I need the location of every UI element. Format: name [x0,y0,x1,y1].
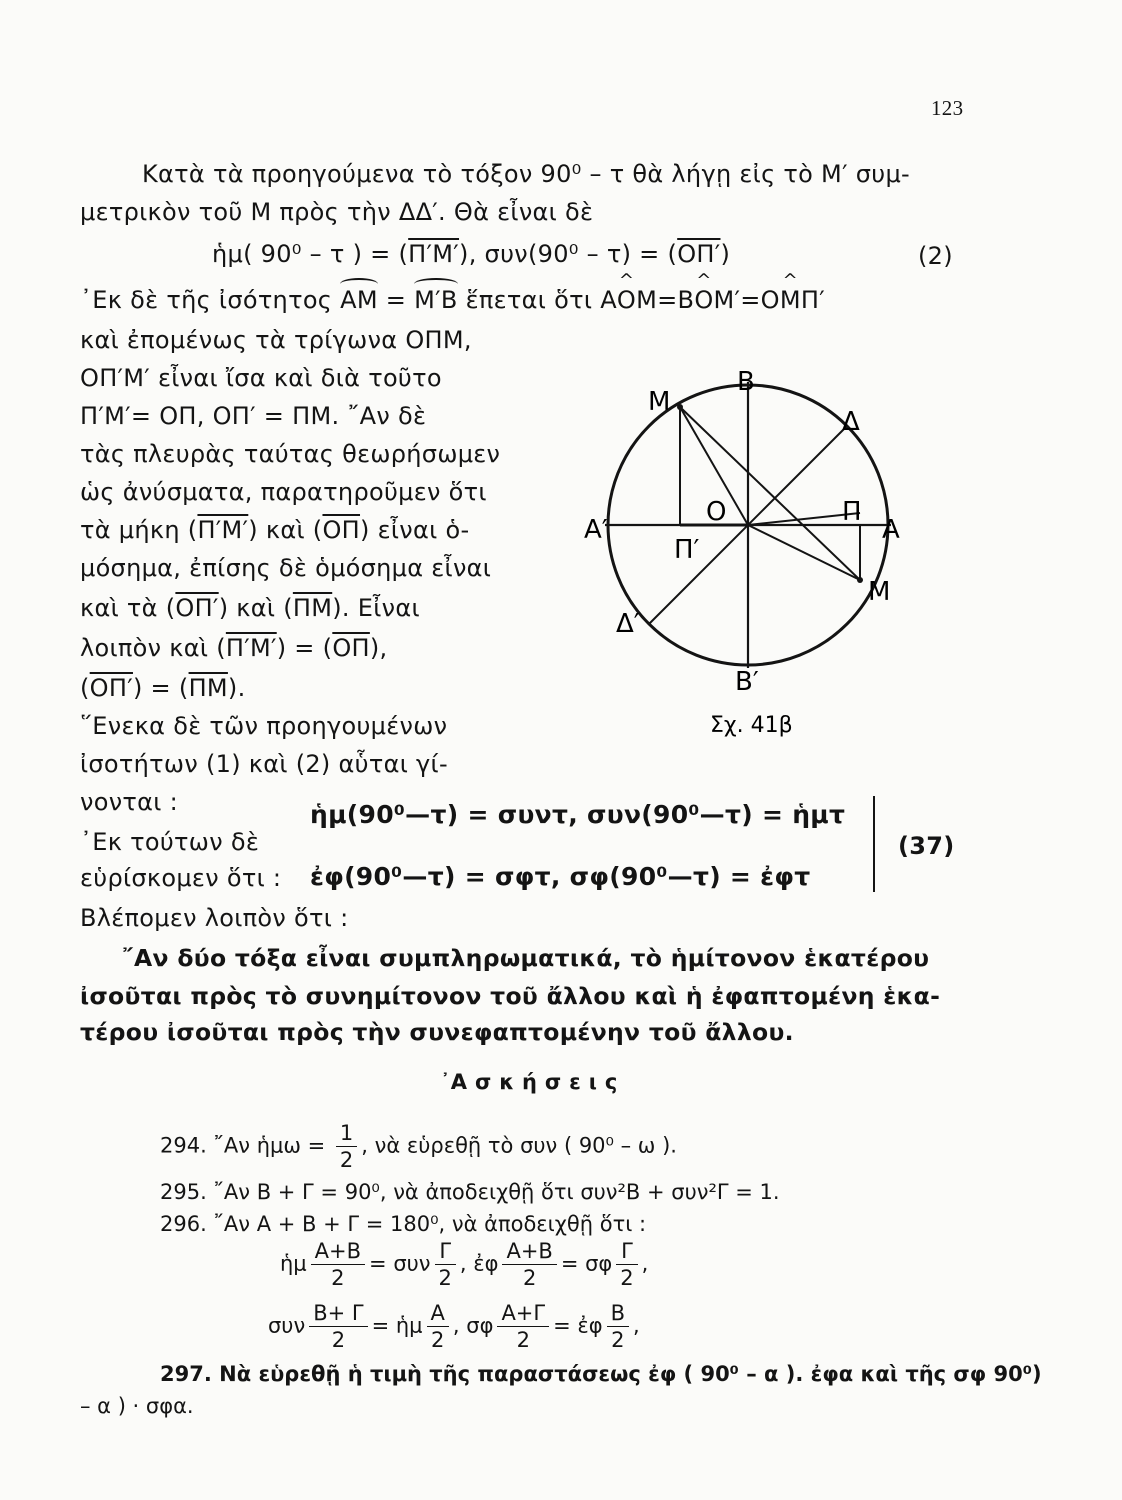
formula-row-1 [280,1238,648,1291]
body-line-11 [80,674,246,702]
text-run: , [633,1313,640,1338]
text-run: ) εἶναι ὁ- [360,516,470,544]
denominator: 2 [620,1266,634,1290]
angle-vertex: ^ Ο [694,286,713,314]
fraction [309,1300,367,1353]
text-run: ᾿Εκ δὲ τῆς ἰσότητος [80,286,341,314]
text-run: , νὰ εὑρεθῇ τὸ συν ( 90⁰ – ω ). [361,1133,677,1158]
text-run: = ἐφ [553,1313,603,1338]
exercise-297-line-1 [160,1362,1042,1386]
label-a-prime: Α′ [584,515,608,545]
eq2-vector-2: ΟΠ′ [677,240,721,268]
exercise-295: 295. ῎Αν Β + Γ = 90⁰, νὰ ἀποδειχθῇ ὅτι συν²Β + συν²Γ = 1. [160,1180,780,1204]
denominator: 2 [438,1266,452,1290]
body-line-7 [80,516,469,544]
text-run: = ἡμ [371,1313,423,1338]
text-run: ) = ( [276,634,333,662]
equation-2 [212,240,730,268]
eq37-number: (37) [898,832,955,860]
formula-row-2 [268,1300,640,1353]
label-b: Β [737,367,755,397]
arc-mb: Μ′Β [414,286,458,314]
page-number: 123 [931,96,964,120]
label-m-top: Μ [648,387,671,417]
label-d-prime: Δ′ [616,609,640,639]
numerator: Β [607,1300,629,1327]
body-line-14: νονται : [80,788,179,816]
numerator: Α+Β [502,1238,556,1265]
text-run: ) = ( [132,674,189,702]
text-run: ) καὶ ( [218,594,293,622]
fraction [435,1238,456,1291]
theorem-line-3: τέρου ἰσοῦται πρὸς τὴν συνεφαπτομένην τοῦ ἄλλου. [80,1018,794,1046]
text-run: , [641,1251,649,1276]
text-run: 297. Νὰ εὑρεθῇ ἡ τιμὴ τῆς παραστάσεως ἐφ ( 90⁰ – α ). ἐφα καὶ τῆς σφ 90⁰) [160,1362,1042,1386]
exercise-297-line-2: – α ) · σφα. [80,1394,194,1418]
figure-caption: Σχ. 41β [710,713,793,738]
body-line-6: ὡς ἀνύσματα, παρατηροῦμεν ὅτι [80,478,487,506]
text-run: Μ=Β [636,286,695,314]
eq37-left-1: ᾿Εκ τούτων δὲ [80,828,260,856]
text-run: Μ′=Ο [713,286,780,314]
label-p: Π [842,497,862,527]
body-line-5: τὰς πλευρὰς ταύτας θεωρήσωμεν [80,440,501,468]
angle-vertex: ^ Ο [617,286,636,314]
body-line-10 [80,634,387,662]
equation-2-number: (2) [918,242,953,270]
intro-line-1: Κατὰ τὰ προηγούμενα τὸ τόξον 90⁰ – τ θὰ λήγῃ εἰς τὸ Μ′ συμ- [142,160,910,188]
text-run: τὰ μήκη ( [80,516,198,544]
vector-pm: Π′Μ′ [197,516,249,544]
body-line-9 [80,594,420,622]
point-m [857,577,863,583]
text-run: ). [227,674,246,702]
label-b-prime: Β′ [735,667,759,697]
eq2-part-c: ), συν(90⁰ – τ) = ( [459,240,678,268]
text-run: λοιπὸν καὶ ( [80,634,226,662]
text-run: ἕπεται ὅτι Α [457,286,617,314]
numerator: Γ [435,1238,456,1265]
numerator: Β+ Γ [309,1300,367,1327]
denominator: 2 [339,1148,354,1172]
eq2-vector-1: Π′Μ′ [408,240,460,268]
eq37-row-2: ἐφ(90⁰—τ) = σφτ, σφ(90⁰—τ) = ἐφτ [310,862,811,891]
text-run: = συν [369,1251,431,1276]
body-line-13: ἰσοτήτων (1) καὶ (2) αὗται γί- [80,750,448,778]
fraction [502,1238,556,1291]
eq37-row-1: ἡμ(90⁰—τ) = συντ, συν(90⁰—τ) = ἡμτ [310,800,846,829]
fraction [616,1238,637,1291]
vector-pm4: $\overline{\Pi M}$ [188,674,228,702]
exercise-294 [160,1120,677,1173]
body-line-1 [80,286,825,314]
label-p-prime: Π′ [674,535,700,565]
text-run: καὶ τὰ ( [80,594,176,622]
body-line-4: Π′Μ′= ΟΠ, ΟΠ′ = ΠΜ. ῎Αν δὲ [80,402,427,430]
fraction [497,1300,549,1353]
fraction [607,1300,629,1353]
numerator: Α [427,1300,449,1327]
numerator: Γ [616,1238,637,1265]
theorem-line-2: ἰσοῦται πρὸς τὸ συνημίτονον τοῦ ἄλλου καὶ ἡ ἐφαπτομένη ἑκα- [80,982,941,1010]
vector-op2: ΟΠ′ [175,594,219,622]
body-line-3: ΟΠ′Μ′ εἶναι ἴσα καὶ διὰ τοῦτο [80,364,442,392]
vector-pm2: $\overline{\Pi M}$ [292,594,333,622]
text-run: ἡμ [280,1251,307,1276]
see-line: Βλέπομεν λοιπὸν ὅτι : [80,904,349,932]
vector-pm3: Π′Μ′ [225,634,277,662]
denominator: 2 [431,1328,445,1352]
fraction-half [336,1120,357,1173]
angle-vertex: ^ Μ [780,286,801,314]
denominator: 2 [331,1266,345,1290]
vector-op3: $\overline{O\Pi}$ [332,634,370,662]
denominator: 2 [516,1328,530,1352]
unit-circle-figure [580,360,920,740]
label-a: Α [882,515,900,545]
denominator: 2 [331,1328,346,1352]
text-run: , ἐφ [459,1251,499,1276]
label-d: Δ [842,407,860,437]
brace [872,796,875,892]
exercise-296: 296. ῎Αν Α + Β + Γ = 180⁰, νὰ ἀποδειχθῇ ὅτι : [160,1212,647,1236]
eq2-part-e: ) [720,240,731,268]
text-run: = σφ [560,1251,613,1276]
text-run: , σφ [452,1313,494,1338]
label-m-bottom: Μ [868,577,891,607]
arc-am: ΑΜ [340,286,378,314]
body-line-12: ῞Ενεκα δὲ τῶν προηγουμένων [80,712,448,740]
body-line-2: καὶ ἐπομένως τὰ τρίγωνα ΟΠΜ, [80,326,472,354]
text-run: 294. ῎Αν ἡμω = [160,1133,326,1158]
intro-line-2: μετρικὸν τοῦ Μ πρὸς τὴν ΔΔ′. Θὰ εἶναι δὲ [80,198,594,226]
eq2-part-a: ἡμ( 90⁰ – τ ) = ( [212,240,409,268]
denominator: 2 [611,1328,625,1352]
vector-op4: ΟΠ′ [89,674,133,702]
text-run: ). Εἶναι [332,594,420,622]
exercises-title: ᾿Α σ κ ή σ ε ι ς [440,1070,618,1094]
text-run: ), [369,634,388,662]
text-run: = [377,286,415,314]
numerator: Α+Γ [497,1300,549,1327]
theorem-line-1: ῎Αν δύο τόξα εἶναι συμπληρωματικά, τὸ ἡμίτονον ἑκατέρου [122,944,930,972]
text-run: συν [268,1313,306,1338]
label-o: Ο [706,497,727,527]
text-run: Π′ [800,286,825,314]
numerator: 1 [336,1120,357,1147]
text-run: ( [80,674,90,702]
chord-mm [680,407,860,580]
point-m2 [677,404,683,410]
fraction [311,1238,365,1291]
text-run: ) καὶ ( [248,516,323,544]
radius-om [748,525,860,580]
body-line-8: μόσημα, ἐπίσης δὲ ὁμόσημα εἶναι [80,554,492,582]
vector-op: $\overline{O\Pi}$ [322,516,361,544]
fraction [427,1300,449,1353]
numerator: Α+Β [311,1238,365,1265]
eq37-left-2: εὑρίσκομεν ὅτι : [80,864,282,892]
denominator: 2 [522,1266,537,1290]
